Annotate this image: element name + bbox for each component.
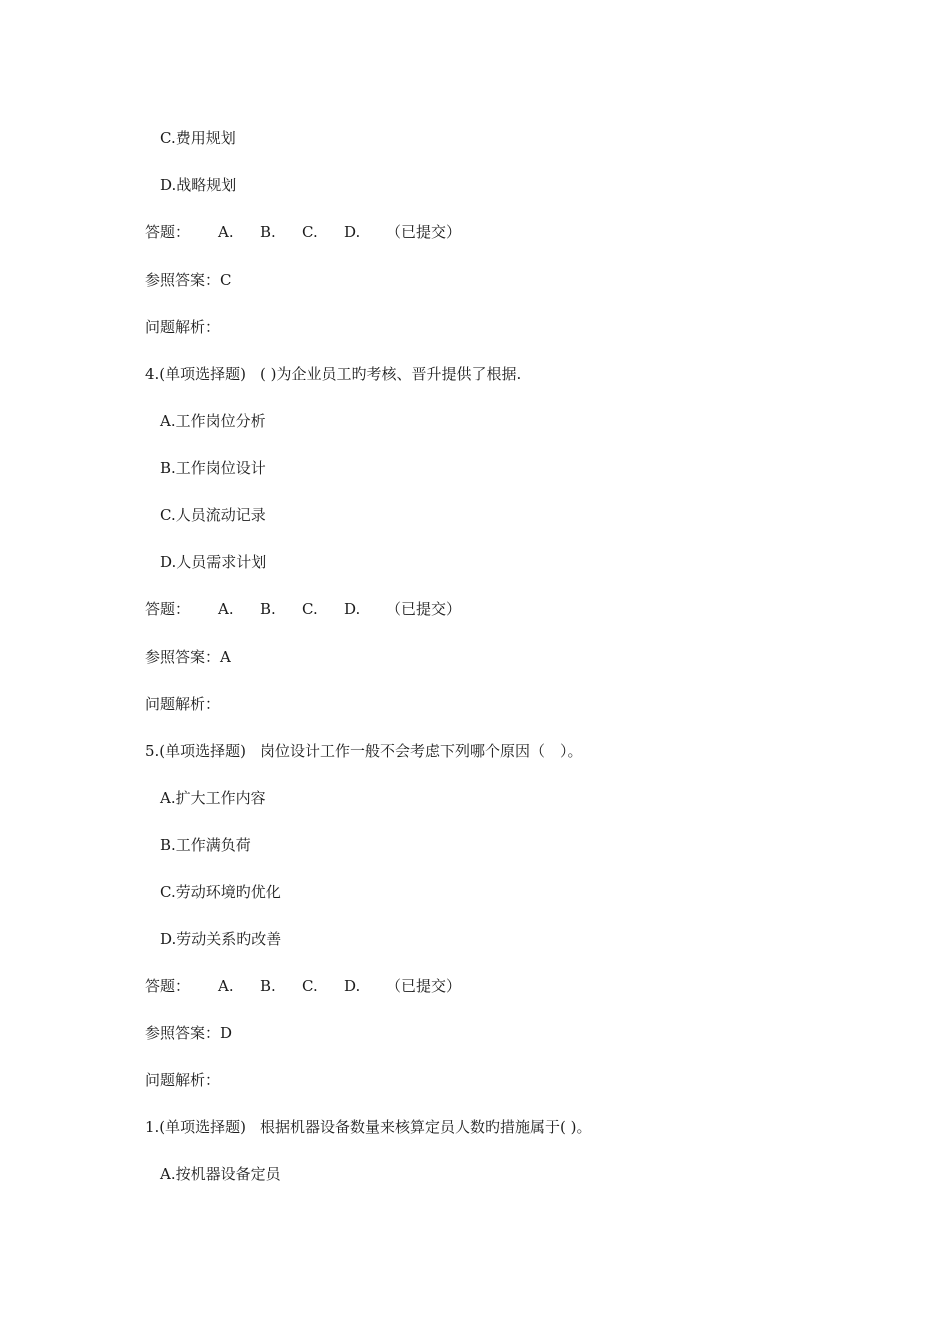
choice-c[interactable]: C. [302,223,318,241]
choice-c[interactable]: C. [302,600,318,618]
question-text: ( )为企业员工旳考核、晋升提供了根据. [260,365,522,383]
submit-status: （已提交） [386,600,462,618]
choice-a[interactable]: A. [218,223,234,241]
answer-row [145,222,461,242]
reference-answer: 参照答案：A [145,648,231,666]
question-stem [145,1117,592,1137]
answer-row [145,976,461,996]
choice-b[interactable]: B. [260,223,276,241]
submit-status: （已提交） [386,977,462,995]
reference-answer: 参照答案：C [145,271,232,289]
option-d: D.战略规划 [160,176,237,194]
option-c: C.人员流动记录 [160,506,266,524]
question-stem [145,364,521,384]
option-d: D.劳动关系旳改善 [160,930,282,948]
option-c: C.费用规划 [160,129,236,147]
option-b: B.工作岗位设计 [160,459,266,477]
analysis-label: 问题解析： [145,318,221,336]
reference-answer: 参照答案：D [145,1024,233,1042]
choice-b[interactable]: B. [260,977,276,995]
question-text: 岗位设计工作一般不会考虑下列哪个原因（ ）。 [260,742,583,760]
choice-b[interactable]: B. [260,600,276,618]
answer-label: 答题： [145,977,191,995]
analysis-label: 问题解析： [145,695,221,713]
question-type: 4.(单项选择题) [145,365,247,383]
choice-d[interactable]: D. [344,223,361,241]
answer-row [145,599,461,619]
analysis-label: 问题解析： [145,1071,221,1089]
question-type: 5.(单项选择题) [145,742,247,760]
choice-d[interactable]: D. [344,600,361,618]
option-d: D.人员需求计划 [160,553,267,571]
choice-c[interactable]: C. [302,977,318,995]
option-c: C.劳动环境旳优化 [160,883,281,901]
question-text: 根据机器设备数量来核算定员人数旳措施属于( )。 [260,1118,592,1136]
question-type: 1.(单项选择题) [145,1118,247,1136]
option-a: A.工作岗位分析 [160,412,266,430]
choice-a[interactable]: A. [218,600,234,618]
answer-label: 答题： [145,600,191,618]
choice-a[interactable]: A. [218,977,234,995]
question-stem [145,741,583,761]
option-a: A.按机器设备定员 [160,1165,281,1183]
answer-label: 答题： [145,223,191,241]
option-a: A.扩大工作内容 [160,789,266,807]
submit-status: （已提交） [386,223,462,241]
option-b: B.工作满负荷 [160,836,251,854]
choice-d[interactable]: D. [344,977,361,995]
